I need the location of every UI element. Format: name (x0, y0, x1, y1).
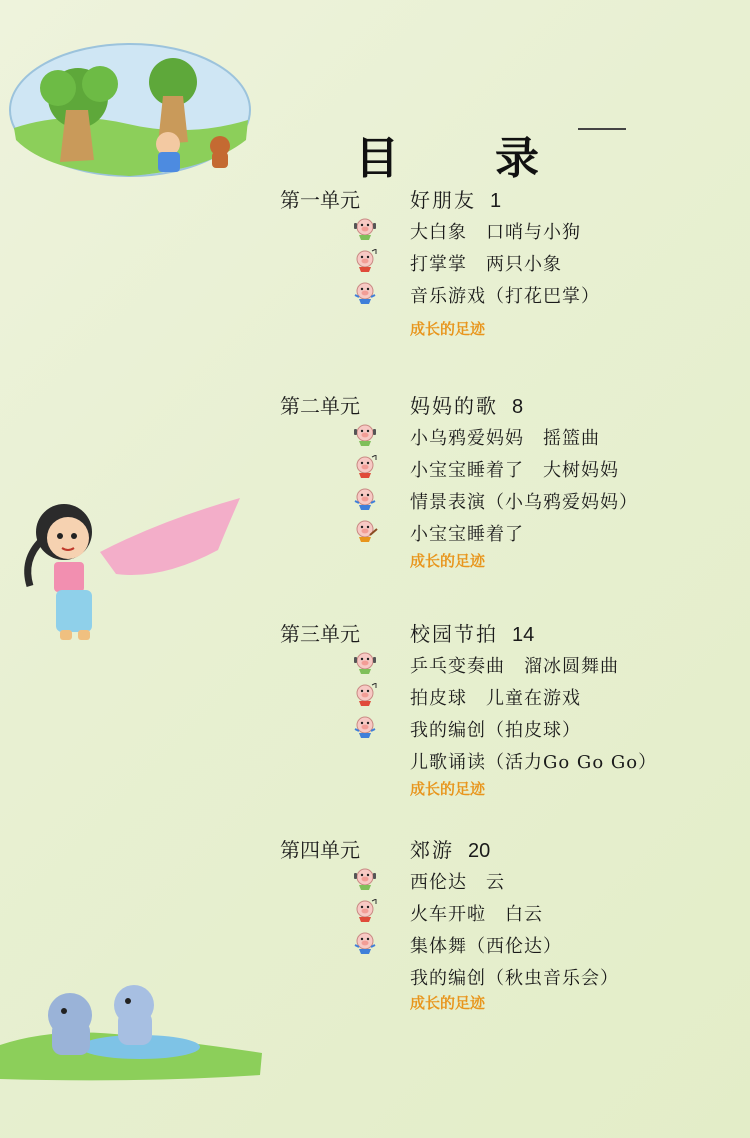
toc-item[interactable] (280, 484, 720, 516)
toc-item[interactable] (280, 278, 720, 310)
sing-pig-icon (352, 899, 378, 923)
girl-scarf-illustration (12, 490, 247, 655)
growth-footprints-link[interactable]: 成长的足迹 (410, 994, 486, 1012)
toc-item[interactable] (280, 712, 720, 744)
unit-1 (280, 180, 720, 338)
unit-heading[interactable] (280, 386, 720, 420)
unit-3 (280, 614, 720, 798)
unit-number: 第三单元 (280, 622, 360, 646)
toc-item-text: 音乐游戏（打花巴掌） (410, 286, 600, 307)
unit-4 (280, 830, 720, 1012)
toc-item-text: 火车开啦 白云 (410, 904, 543, 925)
toc-item[interactable] (280, 864, 720, 896)
title-decoration (578, 128, 626, 130)
toc-item-text: 小宝宝睡着了 (410, 524, 524, 545)
toc-item[interactable] (280, 246, 720, 278)
toc-item[interactable] (280, 960, 720, 992)
unit-heading[interactable] (280, 614, 720, 648)
unit-title-text: 妈妈的歌 (410, 394, 498, 418)
unit-title (410, 184, 501, 213)
listen-pig-icon (352, 651, 378, 675)
unit-title (410, 618, 534, 647)
toc-item-text: 集体舞（西伦达） (410, 936, 562, 957)
unit-title-text: 郊游 (410, 838, 454, 862)
unit-title-text: 好朋友 (410, 188, 476, 212)
growth-footprints-link[interactable]: 成长的足迹 (410, 552, 486, 570)
toc-item[interactable] (280, 680, 720, 712)
trees-boy-illustration (8, 40, 253, 180)
listen-pig-icon (352, 217, 378, 241)
toc-item-text: 西伦达 云 (410, 872, 505, 893)
growth-footprints-link[interactable]: 成长的足迹 (410, 320, 486, 338)
listen-pig-icon (352, 423, 378, 447)
toc-item-text: 打掌掌 两只小象 (410, 254, 562, 275)
unit-page-number: 1 (490, 190, 502, 212)
play-pig-icon (352, 487, 378, 511)
toc-item[interactable] (280, 928, 720, 960)
unit-title (410, 834, 490, 863)
play-pig-icon (352, 715, 378, 739)
toc-item[interactable] (280, 420, 720, 452)
unit-title-text: 校园节拍 (410, 622, 498, 646)
unit-page-number: 14 (512, 624, 535, 646)
toc-item-text: 我的编创（拍皮球） (410, 720, 581, 741)
sing-pig-icon (352, 455, 378, 479)
unit-heading[interactable] (280, 180, 720, 214)
toc-item[interactable] (280, 744, 720, 776)
sing-pig-icon (352, 683, 378, 707)
toc-item-text: 乒乓变奏曲 溜冰圆舞曲 (410, 656, 619, 677)
unit-title (410, 390, 523, 419)
play-pig-icon (352, 931, 378, 955)
toc-item[interactable] (280, 896, 720, 928)
unit-heading[interactable] (280, 830, 720, 864)
unit-number: 第四单元 (280, 838, 360, 862)
toc-item-text: 小宝宝睡着了 大树妈妈 (410, 460, 619, 481)
growth-footprints-link[interactable]: 成长的足迹 (410, 780, 486, 798)
unit-2 (280, 386, 720, 570)
toc-item-text: 大白象 口哨与小狗 (410, 222, 581, 243)
listen-pig-icon (352, 867, 378, 891)
toc-item-text: 情景表演（小乌鸦爱妈妈） (410, 492, 638, 513)
elephants-illustration (0, 975, 270, 1085)
toc-item-text: 我的编创（秋虫音乐会） (410, 968, 619, 989)
toc-item-text: 小乌鸦爱妈妈 摇篮曲 (410, 428, 600, 449)
unit-number: 第二单元 (280, 394, 360, 418)
unit-page-number: 20 (468, 840, 491, 862)
toc-item-text: 儿歌诵读（活力Go Go Go） (410, 752, 658, 773)
play-pig-icon (352, 281, 378, 305)
toc-item-text: 拍皮球 儿童在游戏 (410, 688, 581, 709)
instrument-pig-icon (352, 519, 378, 543)
sing-pig-icon (352, 249, 378, 273)
toc-item[interactable] (280, 516, 720, 548)
page-title: 目 录 (355, 133, 565, 184)
toc-item[interactable] (280, 214, 720, 246)
toc-item[interactable] (280, 648, 720, 680)
toc-item[interactable] (280, 452, 720, 484)
unit-number: 第一单元 (280, 188, 360, 212)
unit-page-number: 8 (512, 396, 524, 418)
